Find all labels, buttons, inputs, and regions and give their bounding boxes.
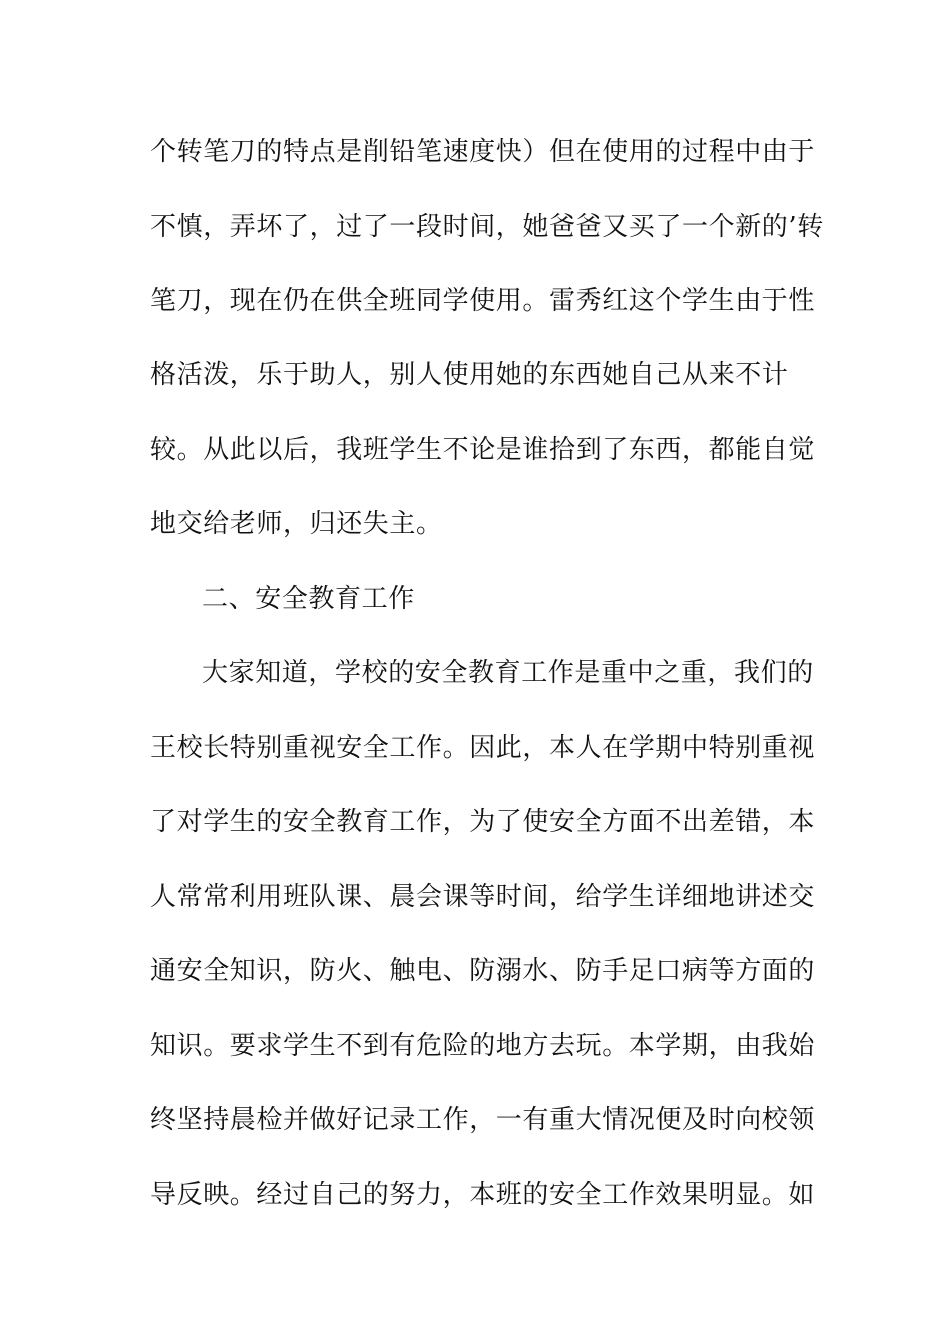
paragraph-line: 人常常利用班队课、晨会课等时间，给学生详细地讲述交 — [150, 882, 816, 912]
paragraph-line: 知识。要求学生不到有危险的地方去玩。本学期，由我始 — [150, 1031, 816, 1061]
paragraph-line: 不慎，弄坏了，过了一段时间，她爸爸又买了一个新的’转 — [150, 212, 824, 242]
paragraph-line: 格活泼，乐于助人，别人使用她的东西她自己从来不计 — [150, 360, 789, 390]
paragraph-line: 笔刀，现在仍在供全班同学使用。雷秀红这个学生由于性 — [150, 286, 816, 316]
paragraph-line: 大家知道，学校的安全教育工作是重中之重，我们的 — [202, 658, 814, 688]
paragraph-line: 较。从此以后，我班学生不论是谁拾到了东西，都能自觉 — [150, 435, 816, 465]
paragraph-line: 王校长特别重视安全工作。因此，本人在学期中特别重视 — [150, 733, 816, 763]
paragraph-line: 通安全知识，防火、触电、防溺水、防手足口病等方面的 — [150, 956, 816, 986]
paragraph-line: 导反映。经过自己的努力，本班的安全工作效果明显。如 — [150, 1180, 816, 1210]
section-heading: 二、安全教育工作 — [202, 584, 415, 614]
paragraph-line: 了对学生的安全教育工作，为了使安全方面不出差错，本 — [150, 807, 816, 837]
paragraph-line: 个转笔刀的特点是削铅笔速度快）但在使用的过程中由于 — [150, 137, 816, 167]
paragraph-line: 地交给老师，归还失主。 — [150, 509, 443, 539]
paragraph-line: 终坚持晨检并做好记录工作，一有重大情况便及时向校领 — [150, 1105, 816, 1135]
